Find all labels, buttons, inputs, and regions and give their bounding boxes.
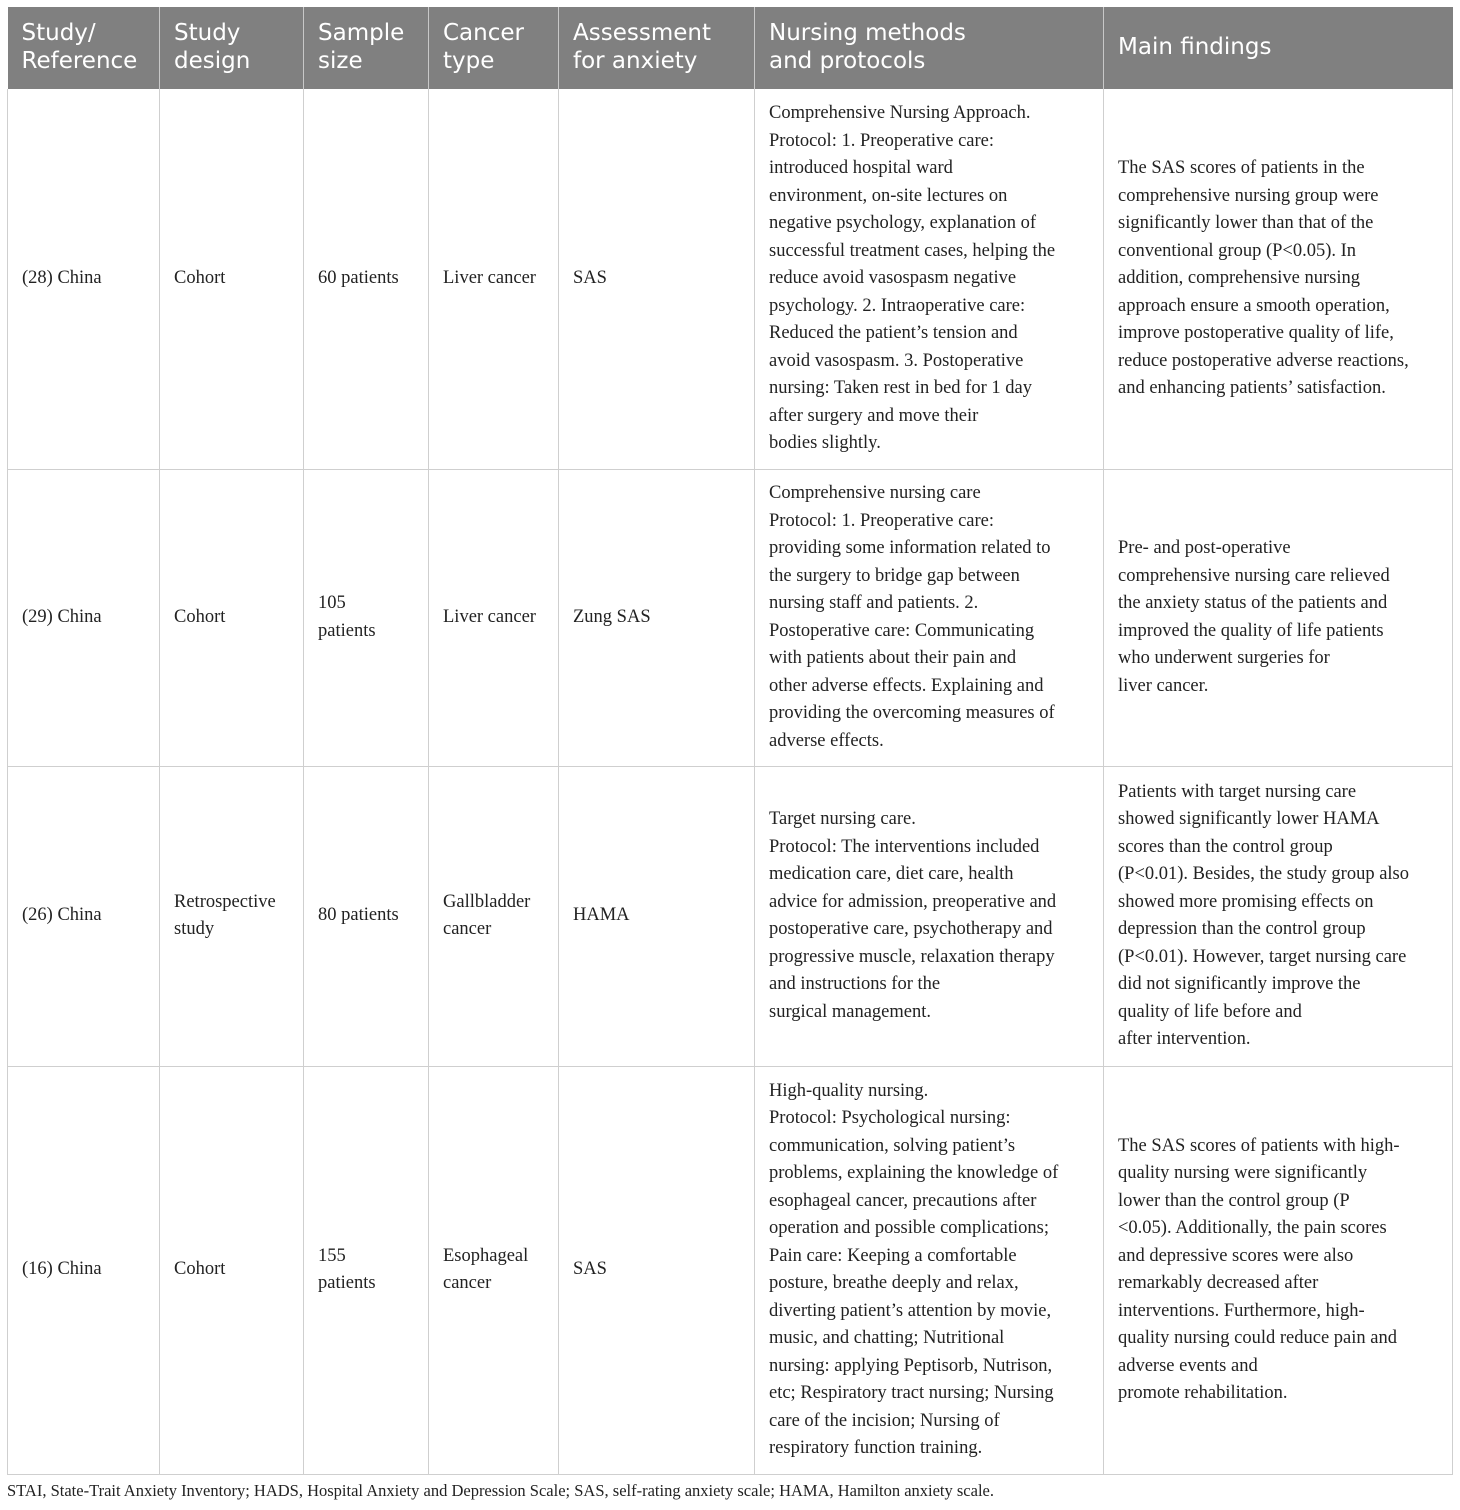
header-row bbox=[8, 7, 1453, 89]
table-body bbox=[8, 89, 1453, 1474]
cell-design: Retrospective study bbox=[160, 766, 304, 1066]
table-container bbox=[7, 7, 1452, 1475]
table-row bbox=[8, 89, 1453, 469]
cell-study: (28) China bbox=[8, 89, 160, 469]
cell-sample-size: 105 patients bbox=[304, 469, 429, 766]
cell-nursing-methods: Target nursing care. Protocol: The interventions included medication care, diet care, health advice for admission, preoperative and postoperative care, psychotherapy and progressive muscle, relaxation therapy and instructions for the surgical management. bbox=[755, 766, 1104, 1066]
cell-nursing-methods: High-quality nursing. Protocol: Psychological nursing: communication, solving patient’s problems, explaining the knowledge of esophageal cancer, precautions after operation and possible complications; Pain care: Keeping a comfortable posture, breathe deeply and relax, diverting patient’s attention by movie, music, and chatting; Nutritional nursing: applying Peptisorb, Nutrison, etc; Respiratory tract nursing; Nursing care of the incision; Nursing of respiratory function training. bbox=[755, 1066, 1104, 1474]
table-row bbox=[8, 766, 1453, 1066]
header-nursing-methods: Nursing methods and protocols bbox=[755, 7, 1104, 89]
cell-main-findings: The SAS scores of patients in the comprehensive nursing group were significantly lower than that of the conventional group (P<0.05). In addition, comprehensive nursing approach ensure a smooth operation, improve postoperative quality of life, reduce postoperative adverse reactions, and enhancing patients’ satisfaction. bbox=[1104, 89, 1453, 469]
cell-main-findings: Patients with target nursing care showed significantly lower HAMA scores than the control group (P<0.01). Besides, the study group also showed more promising effects on depression than the control group (P<0.01). However, target nursing care did not significantly improve the quality of life before and after intervention. bbox=[1104, 766, 1453, 1066]
cell-assessment: Zung SAS bbox=[559, 469, 755, 766]
cell-cancer-type: Gallbladder cancer bbox=[429, 766, 559, 1066]
header-study-design: Study design bbox=[160, 7, 304, 89]
table-row bbox=[8, 1066, 1453, 1474]
header-cancer-type: Cancer type bbox=[429, 7, 559, 89]
cell-study: (29) China bbox=[8, 469, 160, 766]
table-header bbox=[8, 7, 1453, 89]
cell-assessment: SAS bbox=[559, 1066, 755, 1474]
table-row bbox=[8, 469, 1453, 766]
cell-sample-size: 80 patients bbox=[304, 766, 429, 1066]
header-main-findings: Main findings bbox=[1104, 7, 1453, 89]
cell-design: Cohort bbox=[160, 469, 304, 766]
cell-assessment: HAMA bbox=[559, 766, 755, 1066]
cell-cancer-type: Esophageal cancer bbox=[429, 1066, 559, 1474]
cell-assessment: SAS bbox=[559, 89, 755, 469]
studies-table bbox=[7, 7, 1453, 1475]
cell-study: (26) China bbox=[8, 766, 160, 1066]
cell-main-findings: Pre- and post-operative comprehensive nursing care relieved the anxiety status of the patients and improved the quality of life patients who underwent surgeries for liver cancer. bbox=[1104, 469, 1453, 766]
cell-cancer-type: Liver cancer bbox=[429, 89, 559, 469]
cell-sample-size: 155 patients bbox=[304, 1066, 429, 1474]
cell-design: Cohort bbox=[160, 1066, 304, 1474]
cell-sample-size: 60 patients bbox=[304, 89, 429, 469]
table-footnote: STAI, State-Trait Anxiety Inventory; HADS, Hospital Anxiety and Depression Scale; SAS, self-rating anxiety scale; HAMA, Hamilton anxiety scale. bbox=[7, 1481, 994, 1500]
header-assessment: Assessment for anxiety bbox=[559, 7, 755, 89]
cell-main-findings: The SAS scores of patients with high- quality nursing were significantly lower than the control group (P <0.05). Additionally, the pain scores and depressive scores were also remarkably decreased after interventions. Furthermore, high- quality nursing could reduce pain and adverse events and promote rehabilitation. bbox=[1104, 1066, 1453, 1474]
header-study-reference: Study/ Reference bbox=[8, 7, 160, 89]
cell-design: Cohort bbox=[160, 89, 304, 469]
cell-study: (16) China bbox=[8, 1066, 160, 1474]
header-sample-size: Sample size bbox=[304, 7, 429, 89]
cell-cancer-type: Liver cancer bbox=[429, 469, 559, 766]
cell-nursing-methods: Comprehensive nursing care Protocol: 1. Preoperative care: providing some information related to the surgery to bridge gap between nursing staff and patients. 2. Postoperative care: Communicating with patients about their pain and other adverse effects. Explaining and providing the overcoming measures of adverse effects. bbox=[755, 469, 1104, 766]
cell-nursing-methods: Comprehensive Nursing Approach. Protocol: 1. Preoperative care: introduced hospital ward environment, on-site lectures on negative psychology, explanation of successful treatment cases, helping the reduce avoid vasospasm negative psychology. 2. Intraoperative care: Reduced the patient’s tension and avoid vasospasm. 3. Postoperative nursing: Taken rest in bed for 1 day after surgery and move their bodies slightly. bbox=[755, 89, 1104, 469]
